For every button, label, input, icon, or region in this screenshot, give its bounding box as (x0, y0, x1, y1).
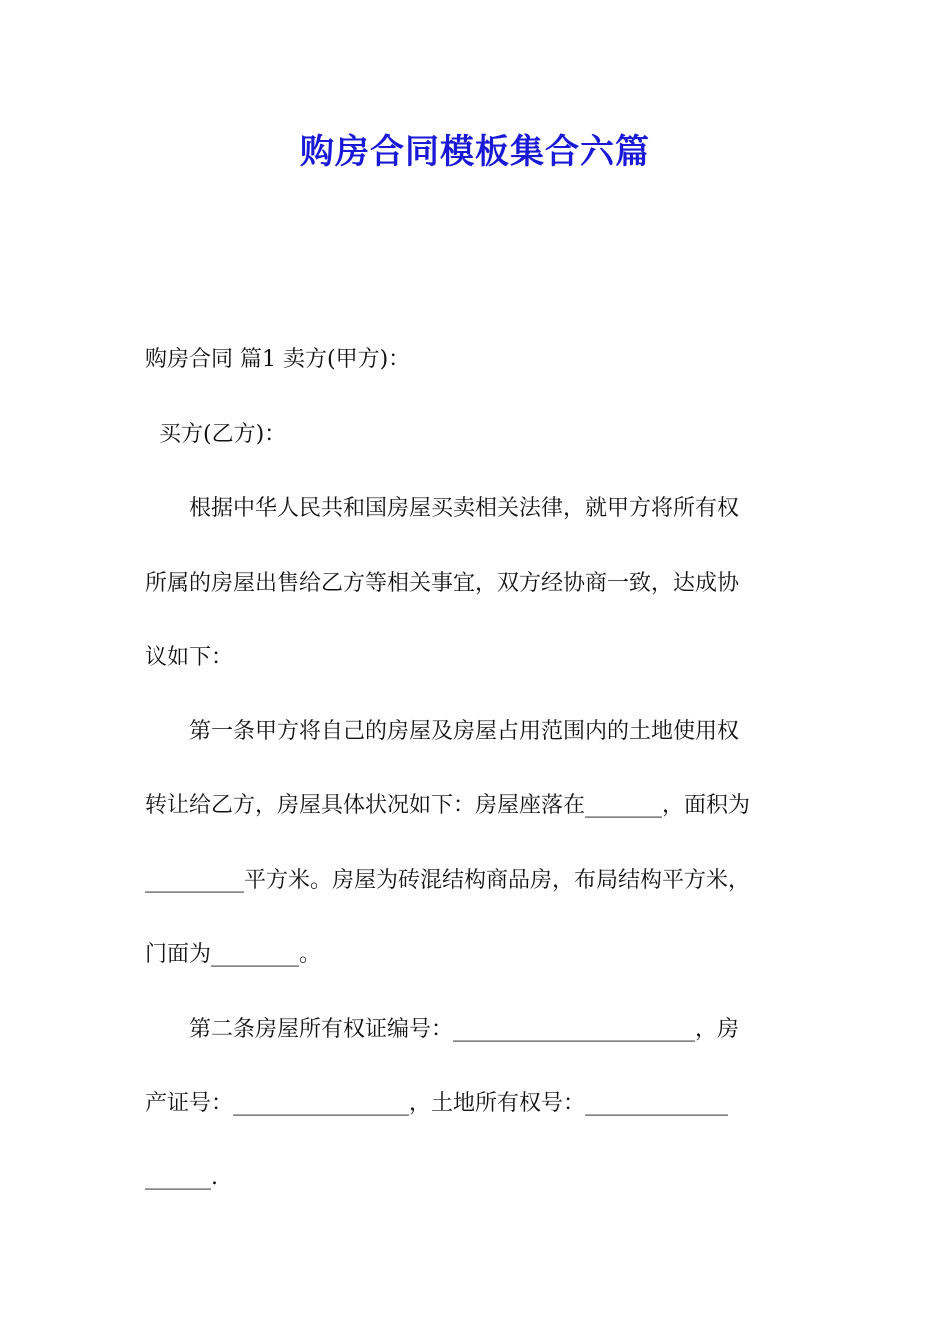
text-line: 产证号：________________，土地所有权号：_____________ (145, 1091, 729, 1116)
text-line: 议如下： (145, 645, 234, 670)
text-line: _________平方米。房屋为砖混结构商品房，布局结构平方米， (145, 868, 751, 893)
document-title: 购房合同模板集合六篇 (300, 132, 650, 172)
text-line: ______. (145, 1165, 218, 1190)
text-line: 所属的房屋出售给乙方等相关事宜，双方经协商一致，达成协 (145, 571, 740, 596)
text-line: 门面为________。 (145, 942, 322, 967)
text-line: 购房合同 篇1 卖方(甲方)： (145, 347, 411, 372)
text-line: 买方(乙方)： (145, 422, 287, 447)
text-line: 第一条甲方将自己的房屋及房屋占用范围内的土地使用权 (145, 719, 740, 744)
text-line: 第二条房屋所有权证编号：______________________，房 (145, 1017, 740, 1042)
text-line: 根据中华人民共和国房屋买卖相关法律，就甲方将所有权 (145, 496, 740, 521)
text-line: 转让给乙方，房屋具体状况如下：房屋座落在_______，面积为 (145, 793, 751, 818)
